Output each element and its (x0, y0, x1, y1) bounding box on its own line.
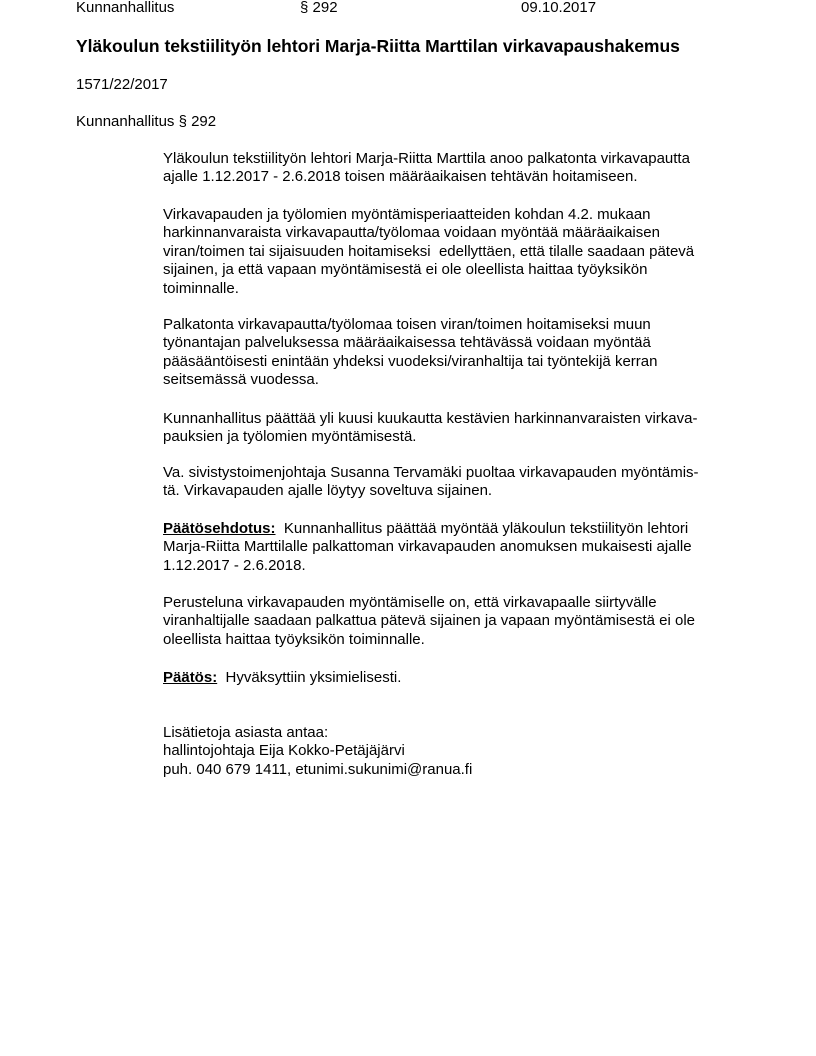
line: Yläkoulun tekstiilityön lehtori Marja-Riitta Marttila anoo palkatonta virkavapautta (163, 150, 690, 167)
line: Marja-Riitta Marttilalle palkattoman virkavapauden anomuksen mukaisesti ajalle (163, 538, 692, 556)
line: sijainen, ja että vapaan myöntämisestä ei ole oleellista haittaa työyksikön (163, 261, 648, 279)
header-section: § 292 (300, 0, 338, 16)
line: Perusteluna virkavapauden myöntämiselle on, että virkavapaalle siirtyvälle (163, 594, 657, 611)
line: viranhaltijalle saadaan palkattua pätevä sijainen ja vapaan myöntämisestä ei ole (163, 612, 696, 630)
line: seitsemässä vuodessa. (163, 371, 319, 389)
line: oleellista haittaa työyksikön toiminnalle. (163, 630, 425, 648)
proposal-label: Päätösehdotus: (163, 520, 276, 537)
proposal-paragraph (163, 520, 692, 575)
paragraph-3 (163, 316, 657, 390)
case-number: 1571/22/2017 (76, 76, 168, 93)
line: Palkatonta virkavapautta/työlomaa toisen viran/toimen hoitamiseksi muun (163, 316, 651, 333)
paragraph-1 (163, 150, 690, 187)
line: Va. sivistystoimenjohtaja Susanna Tervamäki puoltaa virkavapauden myöntämis- (163, 464, 699, 481)
line: Virkavapauden ja työlomien myöntämisperiaatteiden kohdan 4.2. mukaan (163, 206, 651, 223)
line: ajalle 1.12.2017 - 2.6.2018 toisen määräaikaisen tehtävän hoitamiseen. (163, 168, 638, 186)
line: tä. Virkavapauden ajalle löytyy soveltuva sijainen. (163, 482, 493, 500)
line: Kunnanhallitus päättää myöntää yläkoulun tekstiilityön lehtori (275, 520, 689, 537)
section-reference: Kunnanhallitus § 292 (76, 113, 217, 130)
decision-text: Hyväksyttiin yksimielisesti. (217, 669, 402, 686)
line: 1.12.2017 - 2.6.2018. (163, 556, 306, 574)
document-title: Yläkoulun tekstiilityön lehtori Marja-Riitta Marttilan virkavapaushakemus (76, 36, 680, 56)
paragraph-4 (163, 410, 697, 447)
decision-paragraph (163, 669, 401, 687)
paragraph-2 (163, 206, 694, 298)
header-date: 09.10.2017 (521, 0, 597, 16)
line: toiminnalle. (163, 279, 239, 297)
line: pääsääntöisesti enintään yhdeksi vuodeksi/viranhaltija tai työntekijä kerran (163, 352, 658, 370)
line: Kunnanhallitus päättää yli kuusi kuukautta kestävien harkinnanvaraisten virkava- (163, 410, 698, 427)
line: työnantajan palveluksessa määräaikaisessa tehtävässä voidaan myöntää (163, 334, 651, 352)
line: viran/toimen tai sijaisuuden hoitamiseksi edellyttäen, että tilalle saadaan pätevä (163, 242, 695, 260)
contact-info (163, 724, 472, 779)
line: pauksien ja työlomien myöntämisestä. (163, 428, 417, 446)
line: Lisätietoja asiasta antaa: (163, 724, 329, 741)
paragraph-5 (163, 464, 699, 501)
decision-label: Päätös: (163, 669, 218, 686)
line: harkinnanvaraista virkavapautta/työlomaa voidaan myöntää määräaikaisen (163, 224, 660, 242)
line: puh. 040 679 1411, etunimi.sukunimi@ranua.fi (163, 760, 473, 778)
line: hallintojohtaja Eija Kokko-Petäjäjärvi (163, 742, 405, 760)
reasoning-paragraph (163, 594, 695, 649)
header-body: Kunnanhallitus (76, 0, 175, 16)
